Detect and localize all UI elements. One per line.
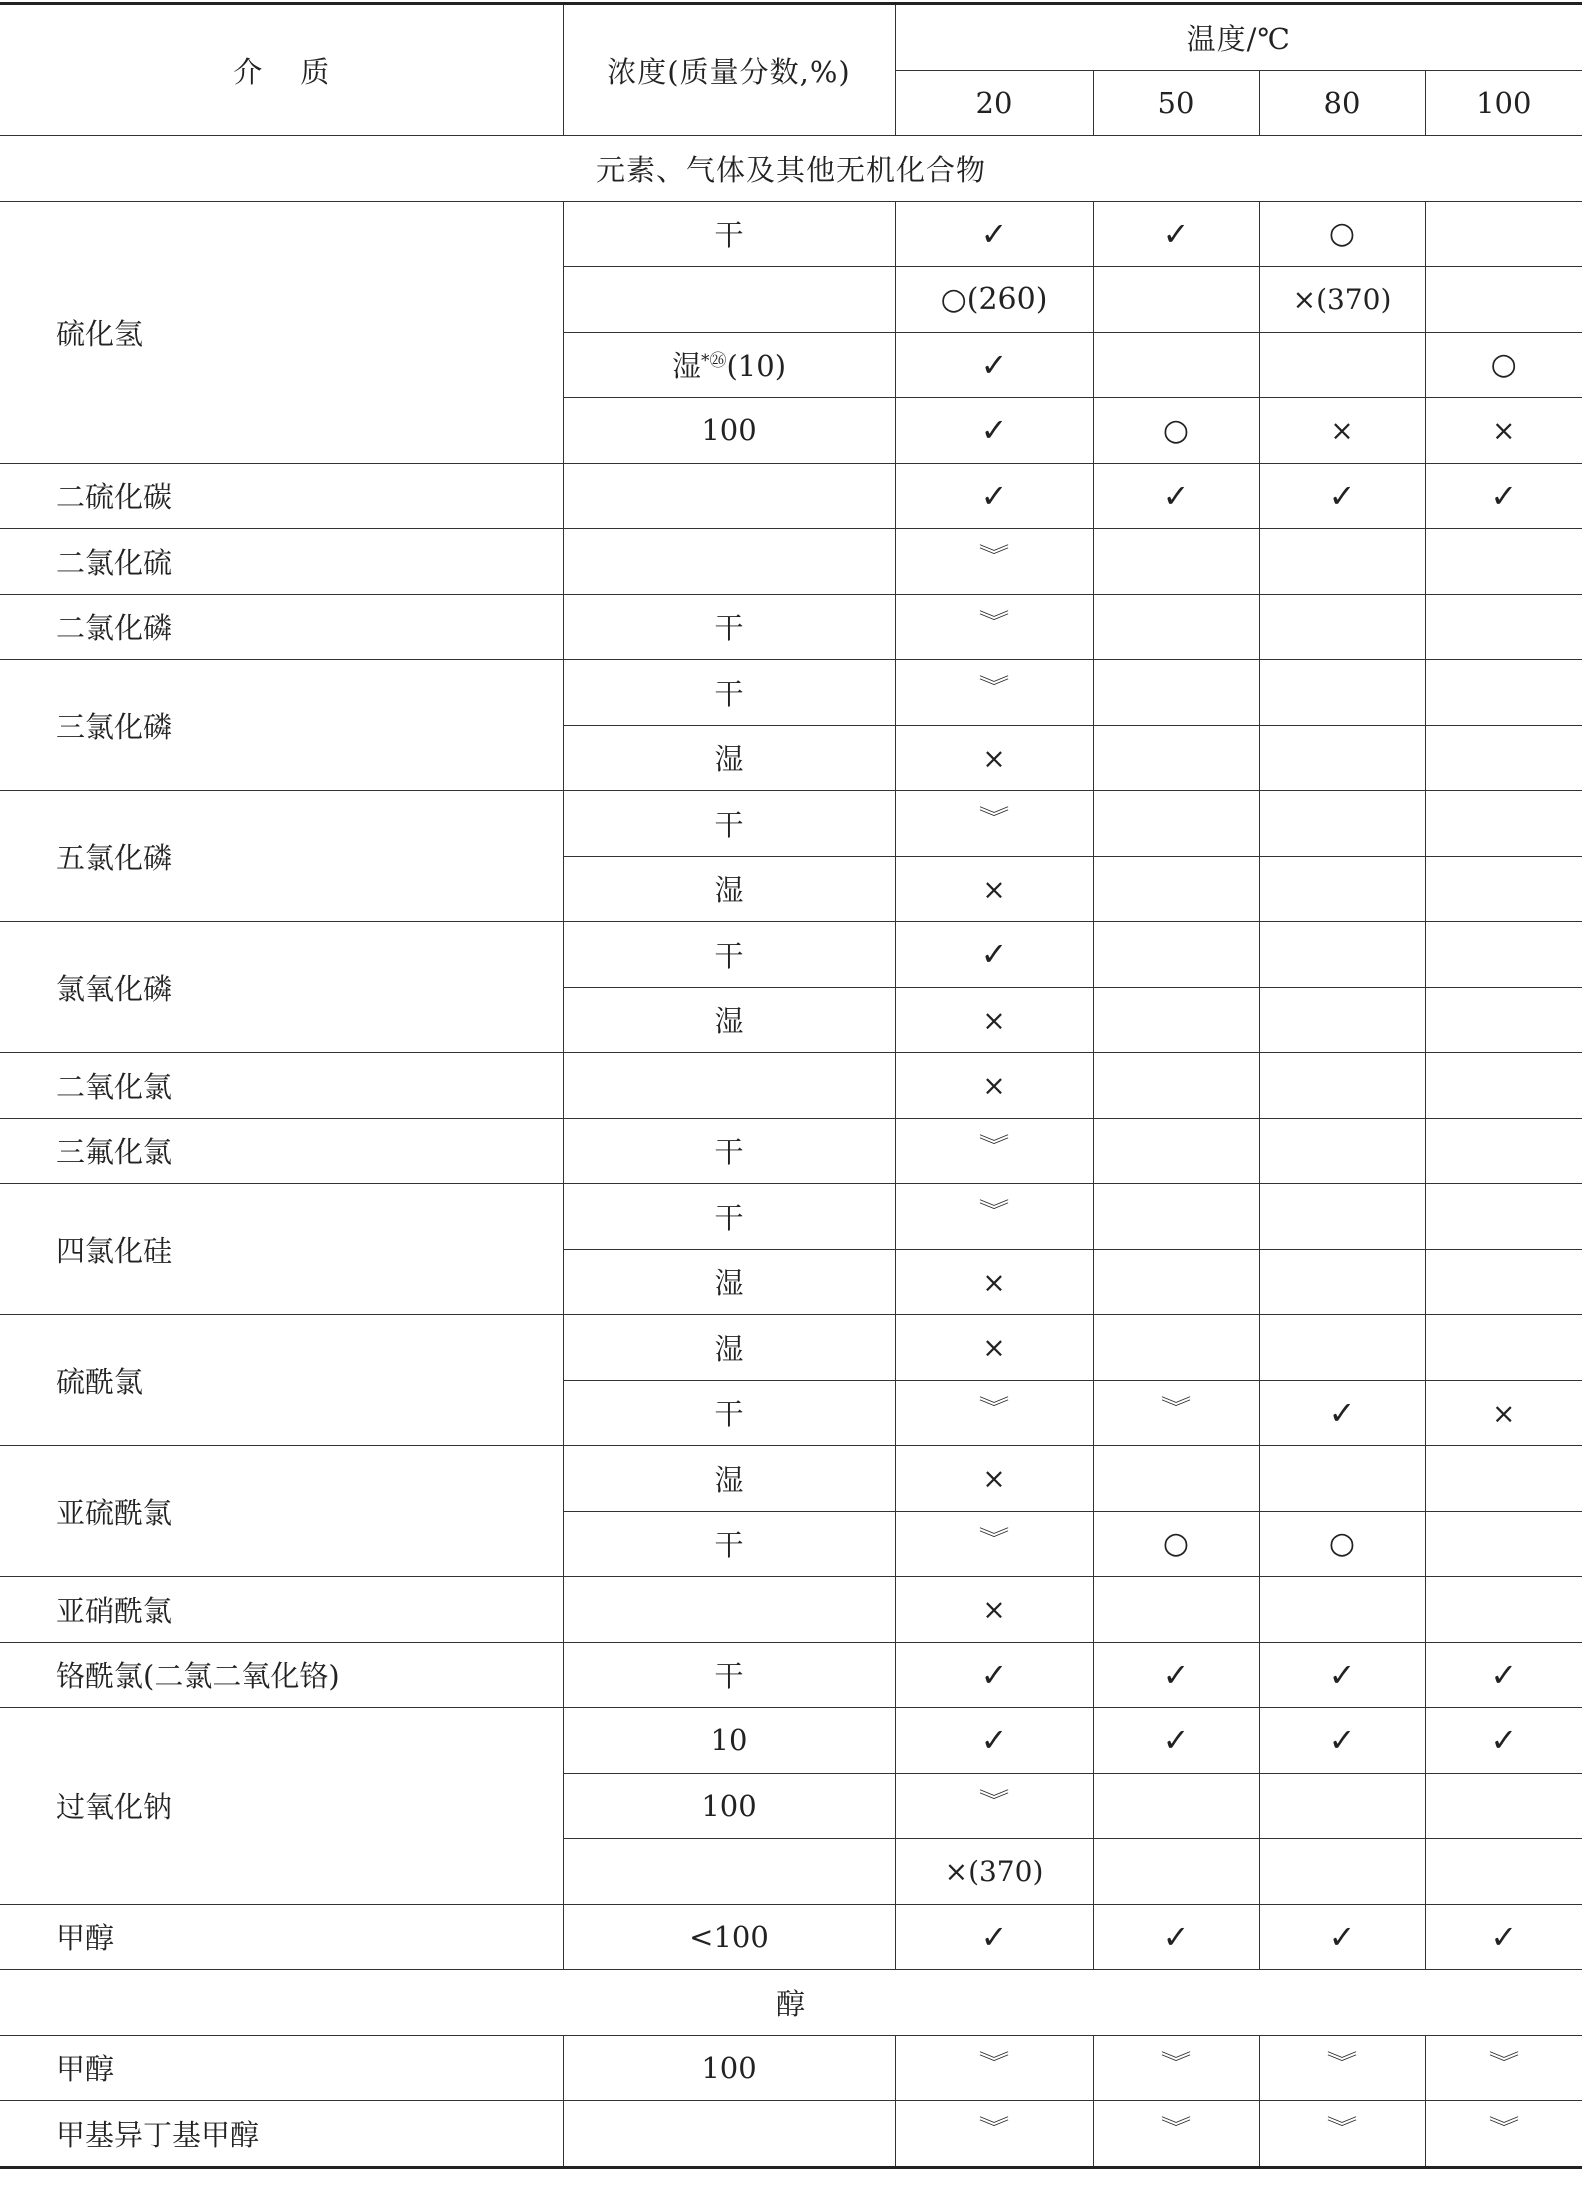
rating-cell xyxy=(1259,267,1425,333)
rating-mark: ✓ xyxy=(980,411,1008,450)
medium-cell: 五氯化磷 xyxy=(0,791,563,922)
table-row xyxy=(0,1446,1582,1512)
rating-cell xyxy=(1259,1118,1425,1184)
rating-mark: ︾ xyxy=(1488,2116,1520,2142)
table-row xyxy=(0,1577,1582,1643)
concentration-cell: 干 xyxy=(563,660,895,726)
rating-cell xyxy=(1259,1904,1425,1970)
rating-mark: ︾ xyxy=(1160,2050,1192,2076)
rating-cell xyxy=(1425,1380,1582,1446)
concentration-cell xyxy=(563,463,895,529)
rating-mark: ︾ xyxy=(1326,2116,1358,2142)
table-row xyxy=(0,922,1582,988)
rating-cell xyxy=(1425,1773,1582,1839)
rating-mark: ︾ xyxy=(1160,2116,1192,2142)
table-row xyxy=(0,660,1582,726)
medium-cell: 铬酰氯(二氯二氧化铬) xyxy=(0,1642,563,1708)
table-row xyxy=(0,463,1582,529)
rating-cell xyxy=(1093,1773,1259,1839)
rating-cell xyxy=(895,1773,1093,1839)
rating-mark: ︾ xyxy=(978,1526,1010,1552)
header-temp-100: 100 xyxy=(1425,70,1582,136)
rating-cell xyxy=(1425,529,1582,595)
rating-cell xyxy=(895,1184,1093,1250)
rating-cell xyxy=(895,267,1093,333)
concentration-cell: 湿 xyxy=(563,1315,895,1381)
rating-cell xyxy=(1425,660,1582,726)
table-row xyxy=(0,201,1582,267)
concentration-cell xyxy=(563,1577,895,1643)
rating-mark: ︾ xyxy=(978,806,1010,832)
rating-cell xyxy=(1425,463,1582,529)
rating-cell xyxy=(1259,1053,1425,1119)
concentration-cell: 100 xyxy=(563,398,895,464)
rating-cell xyxy=(895,791,1093,857)
rating-cell xyxy=(1259,660,1425,726)
header-temp-80: 80 xyxy=(1259,70,1425,136)
header-row xyxy=(0,4,1582,71)
rating-mark: × xyxy=(982,1462,1006,1496)
header-temp-20: 20 xyxy=(895,70,1093,136)
rating-cell xyxy=(1425,856,1582,922)
rating-cell xyxy=(895,1380,1093,1446)
rating-cell xyxy=(1425,1249,1582,1315)
concentration-cell: 100 xyxy=(563,2035,895,2101)
medium-cell: 四氯化硅 xyxy=(0,1184,563,1315)
rating-mark: ✓ xyxy=(980,1721,1008,1760)
concentration-cell: 干 xyxy=(563,201,895,267)
table-row xyxy=(0,2035,1582,2101)
rating-mark: ︾ xyxy=(978,544,1010,570)
concentration-cell xyxy=(563,1053,895,1119)
rating-mark: × xyxy=(982,1265,1006,1299)
rating-cell xyxy=(1259,1642,1425,1708)
concentration-value: (10) xyxy=(726,349,787,384)
medium-cell: 过氧化钠 xyxy=(0,1708,563,1905)
rating-cell xyxy=(1425,201,1582,267)
rating-cell xyxy=(895,463,1093,529)
rating-cell xyxy=(895,922,1093,988)
rating-mark: × xyxy=(982,741,1006,775)
rating-cell xyxy=(1425,922,1582,988)
rating-mark: ×(370) xyxy=(1292,283,1392,317)
rating-mark: ✓ xyxy=(1162,214,1190,253)
medium-cell: 三氟化氯 xyxy=(0,1118,563,1184)
rating-cell xyxy=(1093,987,1259,1053)
rating-cell xyxy=(1093,1184,1259,1250)
header-medium: 介质 xyxy=(0,4,563,136)
rating-cell xyxy=(1259,1773,1425,1839)
rating-cell xyxy=(1259,1315,1425,1381)
rating-cell xyxy=(1425,1118,1582,1184)
rating-cell xyxy=(895,1642,1093,1708)
rating-cell xyxy=(895,1839,1093,1905)
section-heading-inorganic: 元素、气体及其他无机化合物 xyxy=(0,136,1582,202)
concentration-cell: 干 xyxy=(563,1642,895,1708)
rating-cell xyxy=(1259,2035,1425,2101)
rating-cell xyxy=(1425,2035,1582,2101)
rating-mark: ︾ xyxy=(1326,2050,1358,2076)
rating-mark: ○ xyxy=(1328,216,1356,252)
section-row-inorganic xyxy=(0,136,1582,202)
rating-mark: × xyxy=(982,1331,1006,1365)
rating-mark: ︾ xyxy=(978,2050,1010,2076)
rating-mark: ✓ xyxy=(1162,476,1190,515)
rating-cell xyxy=(1093,2035,1259,2101)
rating-mark: ✓ xyxy=(1328,476,1356,515)
rating-cell xyxy=(1425,1315,1582,1381)
concentration-cell: 干 xyxy=(563,1511,895,1577)
table-row xyxy=(0,1184,1582,1250)
medium-cell: 甲醇 xyxy=(0,1904,563,1970)
rating-cell xyxy=(1093,660,1259,726)
rating-cell xyxy=(1425,1577,1582,1643)
rating-cell xyxy=(1093,856,1259,922)
rating-mark: × xyxy=(982,1069,1006,1103)
rating-cell xyxy=(895,2101,1093,2168)
rating-cell xyxy=(1425,267,1582,333)
rating-cell xyxy=(1259,987,1425,1053)
rating-mark: × xyxy=(1492,414,1516,448)
rating-cell xyxy=(1259,1577,1425,1643)
concentration-cell: 湿 xyxy=(563,987,895,1053)
rating-mark: ✓ xyxy=(1490,1917,1518,1956)
table-row xyxy=(0,1708,1582,1774)
header-temperature: 温度/℃ xyxy=(895,4,1582,71)
table-row xyxy=(0,1642,1582,1708)
rating-mark: ︾ xyxy=(978,1133,1010,1159)
rating-mark: ○ xyxy=(1162,412,1190,448)
rating-cell xyxy=(895,529,1093,595)
rating-cell xyxy=(1093,1511,1259,1577)
table-row xyxy=(0,1904,1582,1970)
rating-cell xyxy=(1425,791,1582,857)
concentration-cell: 10 xyxy=(563,1708,895,1774)
rating-cell xyxy=(1093,1904,1259,1970)
rating-cell xyxy=(1093,201,1259,267)
rating-cell xyxy=(1093,1315,1259,1381)
rating-cell xyxy=(895,594,1093,660)
rating-cell xyxy=(1425,332,1582,398)
rating-cell xyxy=(895,332,1093,398)
rating-mark: ︾ xyxy=(978,2116,1010,2142)
rating-cell xyxy=(1425,1642,1582,1708)
rating-mark: × xyxy=(1492,1396,1516,1430)
rating-cell xyxy=(1259,594,1425,660)
rating-mark: ✓ xyxy=(1162,1655,1190,1694)
rating-mark: ︾ xyxy=(978,609,1010,635)
rating-cell xyxy=(1259,1184,1425,1250)
rating-cell xyxy=(1093,922,1259,988)
rating-mark: ✓ xyxy=(980,935,1008,974)
rating-cell xyxy=(1259,463,1425,529)
rating-cell xyxy=(1259,791,1425,857)
rating-mark: ○ xyxy=(1328,1526,1356,1562)
medium-cell: 二氧化氯 xyxy=(0,1053,563,1119)
rating-cell xyxy=(1093,398,1259,464)
medium-cell: 二硫化碳 xyxy=(0,463,563,529)
table-row xyxy=(0,1053,1582,1119)
concentration-cell xyxy=(563,332,895,398)
rating-mark: ✓ xyxy=(980,214,1008,253)
medium-cell: 二氯化磷 xyxy=(0,594,563,660)
table-row xyxy=(0,1315,1582,1381)
rating-cell xyxy=(895,1577,1093,1643)
rating-mark: ✓ xyxy=(1328,1655,1356,1694)
medium-cell: 甲醇 xyxy=(0,2035,563,2101)
header-temp-50: 50 xyxy=(1093,70,1259,136)
concentration-cell: 干 xyxy=(563,922,895,988)
rating-cell xyxy=(895,398,1093,464)
medium-cell: 氯氧化磷 xyxy=(0,922,563,1053)
rating-cell xyxy=(895,1708,1093,1774)
rating-cell xyxy=(1259,2101,1425,2168)
rating-mark: ✓ xyxy=(1162,1917,1190,1956)
section-row-alcohol xyxy=(0,1970,1582,2036)
rating-cell xyxy=(1093,2101,1259,2168)
table-row xyxy=(0,2101,1582,2168)
header-concentration: 浓度(质量分数,%) xyxy=(563,4,895,136)
rating-cell xyxy=(1259,398,1425,464)
rating-mark: ✓ xyxy=(980,1655,1008,1694)
rating-mark: ×(370) xyxy=(944,1855,1044,1889)
concentration-cell: 湿 xyxy=(563,1446,895,1512)
rating-mark: × xyxy=(982,872,1006,906)
rating-cell xyxy=(895,1315,1093,1381)
rating-cell xyxy=(1259,1511,1425,1577)
rating-mark: × xyxy=(982,1593,1006,1627)
rating-cell xyxy=(1093,1446,1259,1512)
rating-cell xyxy=(1259,922,1425,988)
concentration-cell: 干 xyxy=(563,1380,895,1446)
rating-cell xyxy=(1093,1053,1259,1119)
rating-cell xyxy=(1093,594,1259,660)
rating-mark: ○(260) xyxy=(940,281,1048,317)
table-row xyxy=(0,1118,1582,1184)
rating-mark: ○ xyxy=(1162,1526,1190,1562)
rating-cell xyxy=(1093,463,1259,529)
table-row xyxy=(0,529,1582,595)
rating-cell xyxy=(1259,1446,1425,1512)
rating-cell xyxy=(895,987,1093,1053)
rating-mark: ○ xyxy=(1490,347,1517,383)
rating-cell xyxy=(1259,1708,1425,1774)
rating-cell xyxy=(1093,1577,1259,1643)
rating-cell xyxy=(895,1511,1093,1577)
rating-mark: × xyxy=(1330,414,1354,448)
rating-mark: ✓ xyxy=(1162,1721,1190,1760)
corrosion-resistance-table xyxy=(0,2,1582,2169)
rating-cell xyxy=(895,1118,1093,1184)
rating-cell xyxy=(1425,594,1582,660)
rating-cell xyxy=(1259,332,1425,398)
rating-cell xyxy=(1093,332,1259,398)
concentration-cell: 100 xyxy=(563,1773,895,1839)
rating-mark: ✓ xyxy=(980,1917,1008,1956)
rating-cell xyxy=(1093,1642,1259,1708)
medium-cell: 亚硝酰氯 xyxy=(0,1577,563,1643)
rating-cell xyxy=(1425,2101,1582,2168)
rating-cell xyxy=(895,1053,1093,1119)
medium-cell: 硫化氢 xyxy=(0,201,563,463)
rating-cell xyxy=(1425,1053,1582,1119)
rating-mark: ✓ xyxy=(1490,1721,1518,1760)
concentration-cell: <100 xyxy=(563,1904,895,1970)
concentration-text: 湿 xyxy=(671,349,701,384)
section-heading-alcohol: 醇 xyxy=(0,1970,1582,2036)
rating-cell xyxy=(1093,791,1259,857)
concentration-cell: 湿 xyxy=(563,725,895,791)
medium-cell: 亚硫酰氯 xyxy=(0,1446,563,1577)
concentration-cell: 湿 xyxy=(563,1249,895,1315)
rating-mark: ✓ xyxy=(1490,1655,1518,1694)
concentration-cell xyxy=(563,529,895,595)
rating-cell xyxy=(1093,1839,1259,1905)
concentration-cell xyxy=(563,267,895,333)
rating-cell xyxy=(1425,1184,1582,1250)
rating-cell xyxy=(1259,529,1425,595)
rating-mark: ✓ xyxy=(1328,1393,1356,1432)
rating-cell xyxy=(1093,267,1259,333)
rating-mark: ✓ xyxy=(1328,1917,1356,1956)
medium-cell: 二氯化硫 xyxy=(0,529,563,595)
rating-cell xyxy=(1425,725,1582,791)
rating-mark: ︾ xyxy=(1160,1395,1192,1421)
table-row xyxy=(0,791,1582,857)
rating-cell xyxy=(895,1904,1093,1970)
rating-mark: ✓ xyxy=(980,345,1008,384)
medium-cell: 三氯化磷 xyxy=(0,660,563,791)
rating-mark: ︾ xyxy=(978,1788,1010,1814)
rating-cell xyxy=(895,725,1093,791)
rating-cell xyxy=(1259,1249,1425,1315)
concentration-cell: 干 xyxy=(563,1118,895,1184)
rating-cell xyxy=(895,660,1093,726)
rating-mark: ✓ xyxy=(1490,476,1518,515)
rating-cell xyxy=(1259,725,1425,791)
rating-mark: ✓ xyxy=(1328,1721,1356,1760)
table-row xyxy=(0,594,1582,660)
rating-cell xyxy=(1425,1839,1582,1905)
rating-cell xyxy=(895,201,1093,267)
rating-mark: ︾ xyxy=(1488,2050,1520,2076)
concentration-cell: 干 xyxy=(563,594,895,660)
concentration-cell: 湿 xyxy=(563,856,895,922)
rating-cell xyxy=(1425,1446,1582,1512)
rating-cell xyxy=(1259,1380,1425,1446)
rating-cell xyxy=(1425,398,1582,464)
rating-cell xyxy=(1425,1511,1582,1577)
rating-cell xyxy=(1093,529,1259,595)
rating-cell xyxy=(1259,856,1425,922)
concentration-cell xyxy=(563,1839,895,1905)
rating-cell xyxy=(1425,987,1582,1053)
medium-cell: 甲基异丁基甲醇 xyxy=(0,2101,563,2168)
rating-mark: ✓ xyxy=(980,476,1008,515)
rating-cell xyxy=(895,856,1093,922)
rating-cell xyxy=(1093,1118,1259,1184)
rating-cell xyxy=(1259,201,1425,267)
rating-mark: ︾ xyxy=(978,1395,1010,1421)
rating-cell xyxy=(1425,1904,1582,1970)
rating-cell xyxy=(1093,1380,1259,1446)
rating-cell xyxy=(1259,1839,1425,1905)
rating-cell xyxy=(895,1446,1093,1512)
rating-cell xyxy=(1425,1708,1582,1774)
rating-mark: × xyxy=(982,1003,1006,1037)
concentration-cell: 干 xyxy=(563,791,895,857)
rating-cell xyxy=(1093,1708,1259,1774)
rating-cell xyxy=(895,1249,1093,1315)
concentration-cell xyxy=(563,2101,895,2168)
rating-mark: ︾ xyxy=(978,1199,1010,1225)
footnote-mark: *㉖ xyxy=(700,351,727,372)
rating-cell xyxy=(1093,725,1259,791)
concentration-cell: 干 xyxy=(563,1184,895,1250)
rating-cell xyxy=(1093,1249,1259,1315)
rating-cell xyxy=(895,2035,1093,2101)
medium-cell: 硫酰氯 xyxy=(0,1315,563,1446)
rating-mark: ︾ xyxy=(978,675,1010,701)
